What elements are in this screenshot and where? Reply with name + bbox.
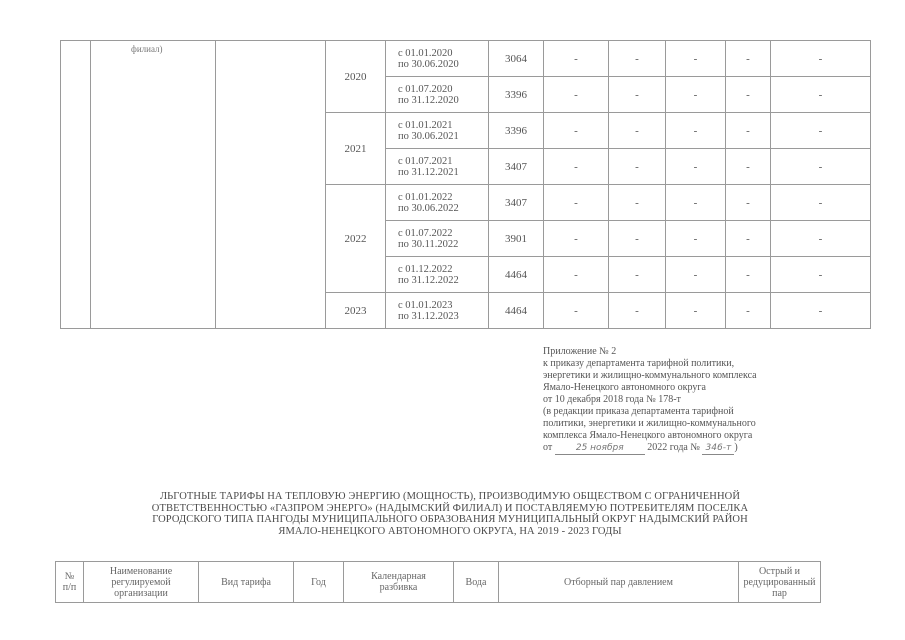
annex-line: политики, энергетики и жилищно-коммунального [543,418,756,429]
header-steam-sharp: Острый и редуцированный пар [739,562,821,603]
water-tariff-cell: 3396 [489,113,544,149]
closing-paren: ) [734,442,738,453]
annex-date-line [543,442,863,455]
header-water: Вода [454,562,499,603]
empty-tariff-cell: - [609,113,666,149]
period-to: по 31.12.2021 [398,166,459,178]
org-name-cell: филиал) [91,41,216,329]
header-num: № п/п [56,562,84,603]
date-suffix: 2022 года № [647,442,700,453]
empty-tariff-cell: - [726,185,771,221]
water-tariff-cell: 4464 [489,293,544,329]
empty-tariff-cell: - [609,149,666,185]
document-title [40,491,860,537]
empty-tariff-cell: - [726,113,771,149]
period-cell [386,293,489,329]
header-calendar: Календарная разбивка [344,562,454,603]
water-tariff-cell: 3064 [489,41,544,77]
water-tariff-cell: 3407 [489,149,544,185]
empty-tariff-cell: - [771,41,871,77]
period-to: по 30.06.2020 [398,58,459,70]
period-to: по 31.12.2023 [398,310,459,322]
annex-reference [543,346,863,455]
empty-tariff-cell: - [544,293,609,329]
period-from: с 01.12.2022 [398,263,453,275]
empty-tariff-cell: - [771,77,871,113]
empty-tariff-cell: - [544,77,609,113]
header-tariff-type: Вид тарифа [199,562,294,603]
annex-title: Приложение № 2 [543,346,617,357]
empty-tariff-cell: - [609,41,666,77]
period-cell [386,221,489,257]
annex-line: энергетики и жилищно-коммунального комплекса [543,370,757,381]
annex-line: к приказу департамента тарифной политики, [543,358,735,369]
period-from: с 01.01.2020 [398,47,453,59]
empty-tariff-cell: - [726,149,771,185]
empty-tariff-cell: - [609,185,666,221]
header-org: Наименование регулируемой организации [84,562,199,603]
annex-line: от 10 декабря 2018 года № 178-т [543,394,681,405]
empty-tariff-cell: - [544,185,609,221]
period-to: по 31.12.2020 [398,94,459,106]
period-to: по 30.11.2022 [398,238,459,250]
period-cell [386,257,489,293]
year-cell: 2023 [326,293,386,329]
period-from: с 01.07.2020 [398,83,453,95]
empty-tariff-cell: - [771,113,871,149]
empty-tariff-cell: - [666,221,726,257]
period-from: с 01.01.2022 [398,191,453,203]
empty-tariff-cell: - [771,293,871,329]
period-cell [386,149,489,185]
empty-tariff-cell: - [726,257,771,293]
tariff-type-cell [216,41,326,329]
empty-tariff-cell: - [666,185,726,221]
empty-tariff-cell: - [544,149,609,185]
empty-tariff-cell: - [544,221,609,257]
header-steam-selected: Отборный пар давлением [499,562,739,603]
period-from: с 01.01.2021 [398,119,453,131]
empty-tariff-cell: - [666,293,726,329]
period-from: с 01.07.2022 [398,227,453,239]
annex-line: комплекса Ямало-Ненецкого автономного округа [543,430,753,441]
title-line: ЛЬГОТНЫЕ ТАРИФЫ НА ТЕПЛОВУЮ ЭНЕРГИЮ (МОЩНОСТЬ), ПРОИЗВОДИМУЮ ОБЩЕСТВОМ С ОГРАНИЧЕННОЙ [159,491,741,502]
empty-tariff-cell: - [771,257,871,293]
empty-tariff-cell: - [666,257,726,293]
period-to: по 31.12.2022 [398,274,459,286]
period-from: с 01.07.2021 [398,155,453,167]
date-prefix: от [543,442,553,453]
empty-tariff-cell: - [666,77,726,113]
period-to: по 30.06.2021 [398,130,459,142]
empty-tariff-cell: - [609,77,666,113]
empty-tariff-cell: - [609,221,666,257]
empty-tariff-cell: - [666,149,726,185]
water-tariff-cell: 3407 [489,185,544,221]
tariff-table-header [55,561,821,603]
title-line: ГОРОДСКОГО ТИПА ПАНГОДЫ МУНИЦИПАЛЬНОГО ОБРАЗОВАНИЯ МУНИЦИПАЛЬНЫЙ ОКРУГ НАДЫМСКИЙ РАЙОН [152,514,748,525]
annex-line: (в редакции приказа департамента тарифной [543,406,734,417]
empty-tariff-cell: - [609,257,666,293]
empty-tariff-cell: - [771,149,871,185]
year-cell: 2021 [326,113,386,185]
header-year: Год [294,562,344,603]
num-cell [61,41,91,329]
tariff-table-continuation [60,40,871,329]
water-tariff-cell: 3396 [489,77,544,113]
period-cell [386,113,489,149]
empty-tariff-cell: - [544,113,609,149]
handwritten-order-number: 346-т [702,442,734,455]
empty-tariff-cell: - [726,221,771,257]
period-cell [386,41,489,77]
tariff-row [61,41,871,77]
empty-tariff-cell: - [609,293,666,329]
empty-tariff-cell: - [726,77,771,113]
year-cell: 2020 [326,41,386,113]
period-cell [386,185,489,221]
handwritten-date: 25 ноября [555,442,645,455]
empty-tariff-cell: - [771,185,871,221]
title-line: ЯМАЛО-НЕНЕЦКОГО АВТОНОМНОГО ОКРУГА, НА 2019 - 2023 ГОДЫ [278,525,622,537]
empty-tariff-cell: - [726,293,771,329]
empty-tariff-cell: - [544,41,609,77]
period-to: по 30.06.2022 [398,202,459,214]
water-tariff-cell: 4464 [489,257,544,293]
header-row [56,562,821,603]
empty-tariff-cell: - [666,41,726,77]
year-cell: 2022 [326,185,386,293]
period-cell [386,77,489,113]
annex-line: Ямало-Ненецкого автономного округа [543,382,706,393]
empty-tariff-cell: - [544,257,609,293]
period-from: с 01.01.2023 [398,299,453,311]
empty-tariff-cell: - [771,221,871,257]
empty-tariff-cell: - [726,41,771,77]
empty-tariff-cell: - [666,113,726,149]
title-line: ОТВЕТСТВЕННОСТЬЮ «ГАЗПРОМ ЭНЕРГО» (НАДЫМСКИЙ ФИЛИАЛ) И ПОСТАВЛЯЕМУЮ ПОТРЕБИТЕЛЯМ ПОСЕЛКА [151,502,749,514]
water-tariff-cell: 3901 [489,221,544,257]
